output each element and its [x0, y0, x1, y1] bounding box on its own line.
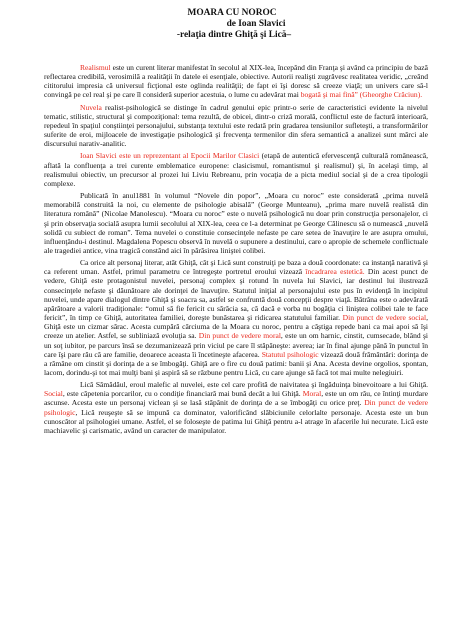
paragraph-text: Lică Sămădăul, eroul malefic al nuvelei, este cel care profită de naivitatea şi îngăduinţa binevoitoare a lui Ghiţă.: [80, 380, 428, 390]
paragraph: [44, 151, 428, 188]
paragraph-text: realist-psihologică se distinge în cadrul genului epic printr-o serie de caracteristici evidente la nivelul tematic, stilistic, structural şi compoziţional: tema rezultă, de obicei, dintr-o criză morală, conflictul este de factură interioară, repedeul în spaţiul conştiinţei personajului, substanţa textului este redată prin gradarea tensiunilor sufleteşti, a transformărilor suferite de eroi, mijloacele de investigaţie psihologică şi frecvenţa termenilor din sfera semantică a analizei sunt mărci ale discursului narativ-analitic.: [44, 102, 428, 149]
paragraph-text: Ca orice alt personaj literar, atât Ghiţă, cât şi Lică sunt construiţi pe baza a două coordonate: ca instanţă narativă şi ca referent uman. Astfel, primul parametru ce întregeşte portretul eroului vizează: [44, 258, 428, 277]
highlighted-term: bogată şi mai fină” (Gheorghe Crăciun).: [300, 90, 423, 100]
paragraph-text: , Lică reuşeşte să se impună ca dominator, valorificând slăbiciunile celorlalte personaje. Acesta este un bun cunoscător al psihologiei umane. Astfel, el se foloseşte de patima lui Ghiţă pentru a-l atrage în afacerile lui necurate. Lică este machiavelic şi carismatic, având un caracter de manipulator.: [44, 407, 428, 435]
document-author: de Ioan Slavici: [226, 19, 286, 29]
highlighted-term: Din punct de vedere moral: [198, 331, 281, 341]
paragraph: [44, 191, 428, 255]
document-body: [44, 63, 428, 435]
paragraph-text: , este căpetenia porcarilor, cu o condiţie financiară mai bună decât a lui Ghiţă.: [62, 389, 303, 399]
highlighted-term: Statutul psihologic: [261, 349, 319, 359]
paragraph: [44, 258, 428, 377]
paragraph-text: Din acest punct de vedere, Ghiţă este protagonistul nuvelei, personaj complex şi rotund în nuvela lui Slavici, iar destinul lui ilustrează consecinţele nefaste şi dăunătoare ale dorinţei de înavuţire. Statutul iniţial al personajului este pus în evidenţă în incipitul nuvelei, unde apare dialogul dintre Ghiţă şi soacra sa, astfel se confruntă două concepţii despre viaţă. Bătrâna este o adevărată apărătoare a valorii tradiţionale: “omul să fie fericit cu sărăcia sa, că dacă e vorba nu bogăţia ci liniştea colibei tale te face fericit”, în timp ce Ghiţă, autoritatea familiei, doreşte bunăstarea şi ridicarea statutului familiar.: [44, 267, 428, 323]
highlighted-term: Din punct de vedere social: [342, 313, 427, 323]
paragraph-text: este un curent literar manifestat în secolul al XIX-lea, începând din Franţa şi având ca principiu de bază reflectarea credibilă, verosimilă a realităţii în datele ei esenţiale, obiective. Autorii realişti zugrăvesc realitatea veridic, „creând cititorului impresia că universul ficţional este oglinda realităţii; de fapt ei îşi doresc să creeze viaţă; un univers care să-l convingă pe cel real şi pe care îl consideră superior acestuia, o lume cu adevărat mai: [44, 63, 428, 100]
highlighted-term: Moral: [302, 389, 322, 399]
paragraph-text: vizează două frământări: dorinţa de a rămâne om cinstit şi dorinţa de a se îmbogăţi. Ghiţă are o fire cu două patimi: banii şi Ana. Acesta devine orgolios, spontan, lacom, dorindu-şi tot mai mulţi bani şi aspiră să se răzbune pentru Lică, cu care ajunge să facă tot mai multe nelegiuiri.: [44, 349, 428, 377]
highlighted-term: încadrarea estetică.: [305, 267, 365, 277]
paragraph-text: Publicată în anul1881 în volumul “Novele din popor”, „Moara cu noroc” este considerată „prima nuvelă memorabilă construită la noi, cu elemente de psihologie abisală” (George Munteanu), „prima mare nuvelă realistă din literatura română” (Nicolae Manolescu). “Moara cu noroc” este o nuvelă psihologică nu doar prin construcţia personajelor, ci şi prin observaţia socială asupra lumii secolului al XIX-lea, ceea ce l-a determinat pe George Călinescu să o numească „nuvelă solidă cu subiect de roman”. Tema nuvelei o constituie consecinţele nefaste pe care setea de înavuţire le are asupra omului, influenţându-i destinul. Magdalena Popescu observă în nuvelă o supunere a destinului, care o apropie de schemele conflictuale ale tragediei antice, vina tragică constând aici în părăsirea liniştei colibei.: [44, 191, 428, 255]
paragraph: [44, 380, 428, 435]
document-subtitle: -relaţia dintre Ghiţă şi Lică–: [176, 30, 292, 40]
highlighted-term: Realismul: [80, 63, 111, 72]
paragraph-text: (etapă de autentică efervescenţă culturală românească, aflată la confluenţa a trei curente emblematice europene: clasicismul, romantismul şi realismul) şi, în acelaşi timp, al realismului obiectiv, un precursor al prozei lui Liviu Rebreanu, prin vocaţia de a picta mediul social şi de a crea tipologii complexe.: [44, 151, 429, 188]
highlighted-term: Nuvela: [80, 102, 102, 112]
paragraph: [44, 103, 428, 149]
highlighted-term: Ioan Slavici este un reprezentant al Epocii Marilor Clasici: [80, 151, 260, 161]
paragraph-text: , Ghiţă este un cizmar sărac. Acesta cumpără cârciuma de la Moara cu noroc, pentru a câştiga repede bani ca mai apoi să îşi creeze un atelier. Astfel, se subliniază evoluţia sa.: [44, 313, 428, 341]
highlighted-term: Social: [44, 389, 63, 399]
paragraph: [44, 63, 428, 100]
highlighted-term: Din punct de vedere psihologic: [44, 398, 428, 417]
paragraph-text: , este un om harnic, cinstit, cumsecade, blând şi un soţ iubitor, pe parcurs însă se dezumanizează prin viciul pe care îl stăpâneşte: averea; iar în final ajunge până în punctul în care îşi pare rău că are familie, deoarece aceasta îi încetineşte afacerea.: [44, 331, 428, 359]
paragraph-text: , este un om rău, ce întinţi murdare ascunse. Acesta este un personaj viclean şi se lasă stăpânit de dorinţa de a se îmbogăţi cu orice preţ.: [44, 389, 428, 408]
document-title: MOARA CU NOROC: [187, 8, 277, 18]
